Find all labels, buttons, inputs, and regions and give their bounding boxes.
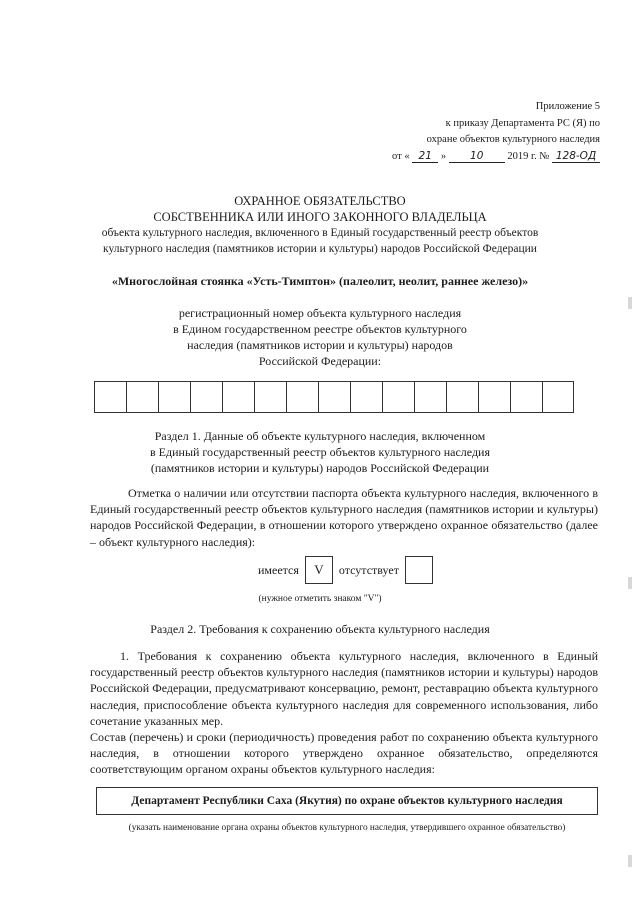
section-2-title: Раздел 2. Требования к сохранению объекта культурного наследия bbox=[150, 622, 490, 636]
authority-name-box bbox=[96, 787, 598, 815]
registration-number-cell[interactable] bbox=[222, 381, 254, 413]
has-passport-checkbox[interactable]: V bbox=[305, 556, 333, 584]
registration-number-cell[interactable] bbox=[318, 381, 350, 413]
title-line-3: объекта культурного наследия, включенного в Единый государственный реестр объектов bbox=[101, 227, 539, 239]
no-passport-label: отсутствует bbox=[338, 562, 399, 577]
passport-paragraph: Отметка о наличии или отсутствии паспорта объекта культурного наследия, включенного в Единый государственный реестр объектов культурного наследия (памятников истории и культуры) народов Российской Федерации, в отношении которого утверждено охранное обязательство (далее – объект культурного наследия): bbox=[90, 486, 598, 549]
date-day: 21 bbox=[412, 150, 438, 163]
scan-mark bbox=[628, 297, 632, 309]
registration-number-cell[interactable] bbox=[350, 381, 382, 413]
registration-number-cell[interactable] bbox=[94, 381, 126, 413]
registration-line-1: регистрационный номер объекта культурного наследия bbox=[178, 306, 462, 320]
date-year: 2019 г. № bbox=[507, 150, 550, 162]
annex-header bbox=[360, 99, 600, 165]
title-line-2: СОБСТВЕННИКА ИЛИ ИНОГО ЗАКОННОГО ВЛАДЕЛЬЦА bbox=[153, 210, 487, 224]
registration-number-cell[interactable] bbox=[414, 381, 446, 413]
scan-mark bbox=[628, 577, 632, 589]
registration-number-cell[interactable] bbox=[126, 381, 158, 413]
title-line-4: культурного наследия (памятников истории и культуры) народов Российской Федерации bbox=[103, 243, 537, 255]
registration-number-cell[interactable] bbox=[190, 381, 222, 413]
registration-line-4: Российской Федерации: bbox=[258, 354, 382, 368]
section-1-title bbox=[60, 428, 580, 476]
date-separator: » bbox=[440, 150, 447, 162]
registration-number-cell[interactable] bbox=[478, 381, 510, 413]
registration-number-boxes bbox=[94, 381, 574, 413]
order-number: 128-ОД bbox=[552, 150, 600, 163]
no-passport-checkbox[interactable] bbox=[405, 556, 433, 584]
scan-mark bbox=[628, 855, 632, 867]
object-name: «Многослойная стоянка «Усть-Тимптон» (палеолит, неолит, раннее железо)» bbox=[111, 274, 529, 288]
checkbox-hint: (нужное отметить знаком "V") bbox=[258, 594, 382, 604]
registration-caption bbox=[60, 305, 580, 369]
registration-line-2: в Едином государственном реестре объектов культурного bbox=[173, 322, 467, 336]
annex-line-1: Приложение 5 bbox=[535, 101, 600, 112]
authority-hint: (указать наименование органа охраны объектов культурного наследия, утвердившего охранное обязательство) bbox=[128, 823, 566, 833]
registration-number-cell[interactable] bbox=[542, 381, 574, 413]
date-month: 10 bbox=[449, 150, 505, 163]
title-line-1: ОХРАННОЕ ОБЯЗАТЕЛЬСТВО bbox=[234, 194, 406, 208]
registration-number-cell[interactable] bbox=[382, 381, 414, 413]
document-title bbox=[60, 193, 580, 257]
annex-line-2: к приказу Департамента РС (Я) по bbox=[445, 117, 600, 129]
section-1-line-2: в Единый государственный реестр объектов культурного наследия bbox=[150, 445, 490, 459]
registration-number-cell[interactable] bbox=[158, 381, 190, 413]
registration-number-cell[interactable] bbox=[510, 381, 542, 413]
requirements-text bbox=[90, 648, 598, 778]
passport-checkboxes bbox=[258, 556, 439, 584]
has-passport-label: имеется bbox=[258, 562, 299, 577]
registration-line-3: наследия (памятников истории и культуры) народов bbox=[187, 338, 453, 352]
requirements-paragraph-1: 1. Требования к сохранению объекта культурного наследия, включенного в Единый государственный реестр объектов культурного наследия (памятников истории и культуры) народов Российской Федерации, предусматривают консервацию, ремонт, реставрацию объекта культурного наследия, приспособление объекта культурного наследия для современного использования, либо сочетание указанных мер. bbox=[90, 649, 598, 728]
registration-number-cell[interactable] bbox=[286, 381, 318, 413]
section-1-line-1: Раздел 1. Данные об объекте культурного наследия, включенном bbox=[154, 429, 486, 443]
section-1-line-3: (памятников истории и культуры) народов Российской Федерации bbox=[150, 461, 490, 475]
registration-number-cell[interactable] bbox=[254, 381, 286, 413]
annex-date-line bbox=[360, 149, 600, 166]
annex-line-3: охране объектов культурного наследия bbox=[426, 134, 600, 145]
registration-number-cell[interactable] bbox=[446, 381, 478, 413]
requirements-paragraph-2: Состав (перечень) и сроки (периодичность) проведения работ по сохранению объекта культурного наследия, в отношении которого утверждено охранное обязательство, определяются соответствующим органом охраны объектов культурного наследия: bbox=[90, 730, 598, 777]
date-prefix: от « bbox=[392, 150, 410, 162]
authority-name: Департамент Республики Саха (Якутия) по охране объектов культурного наследия bbox=[131, 795, 563, 807]
